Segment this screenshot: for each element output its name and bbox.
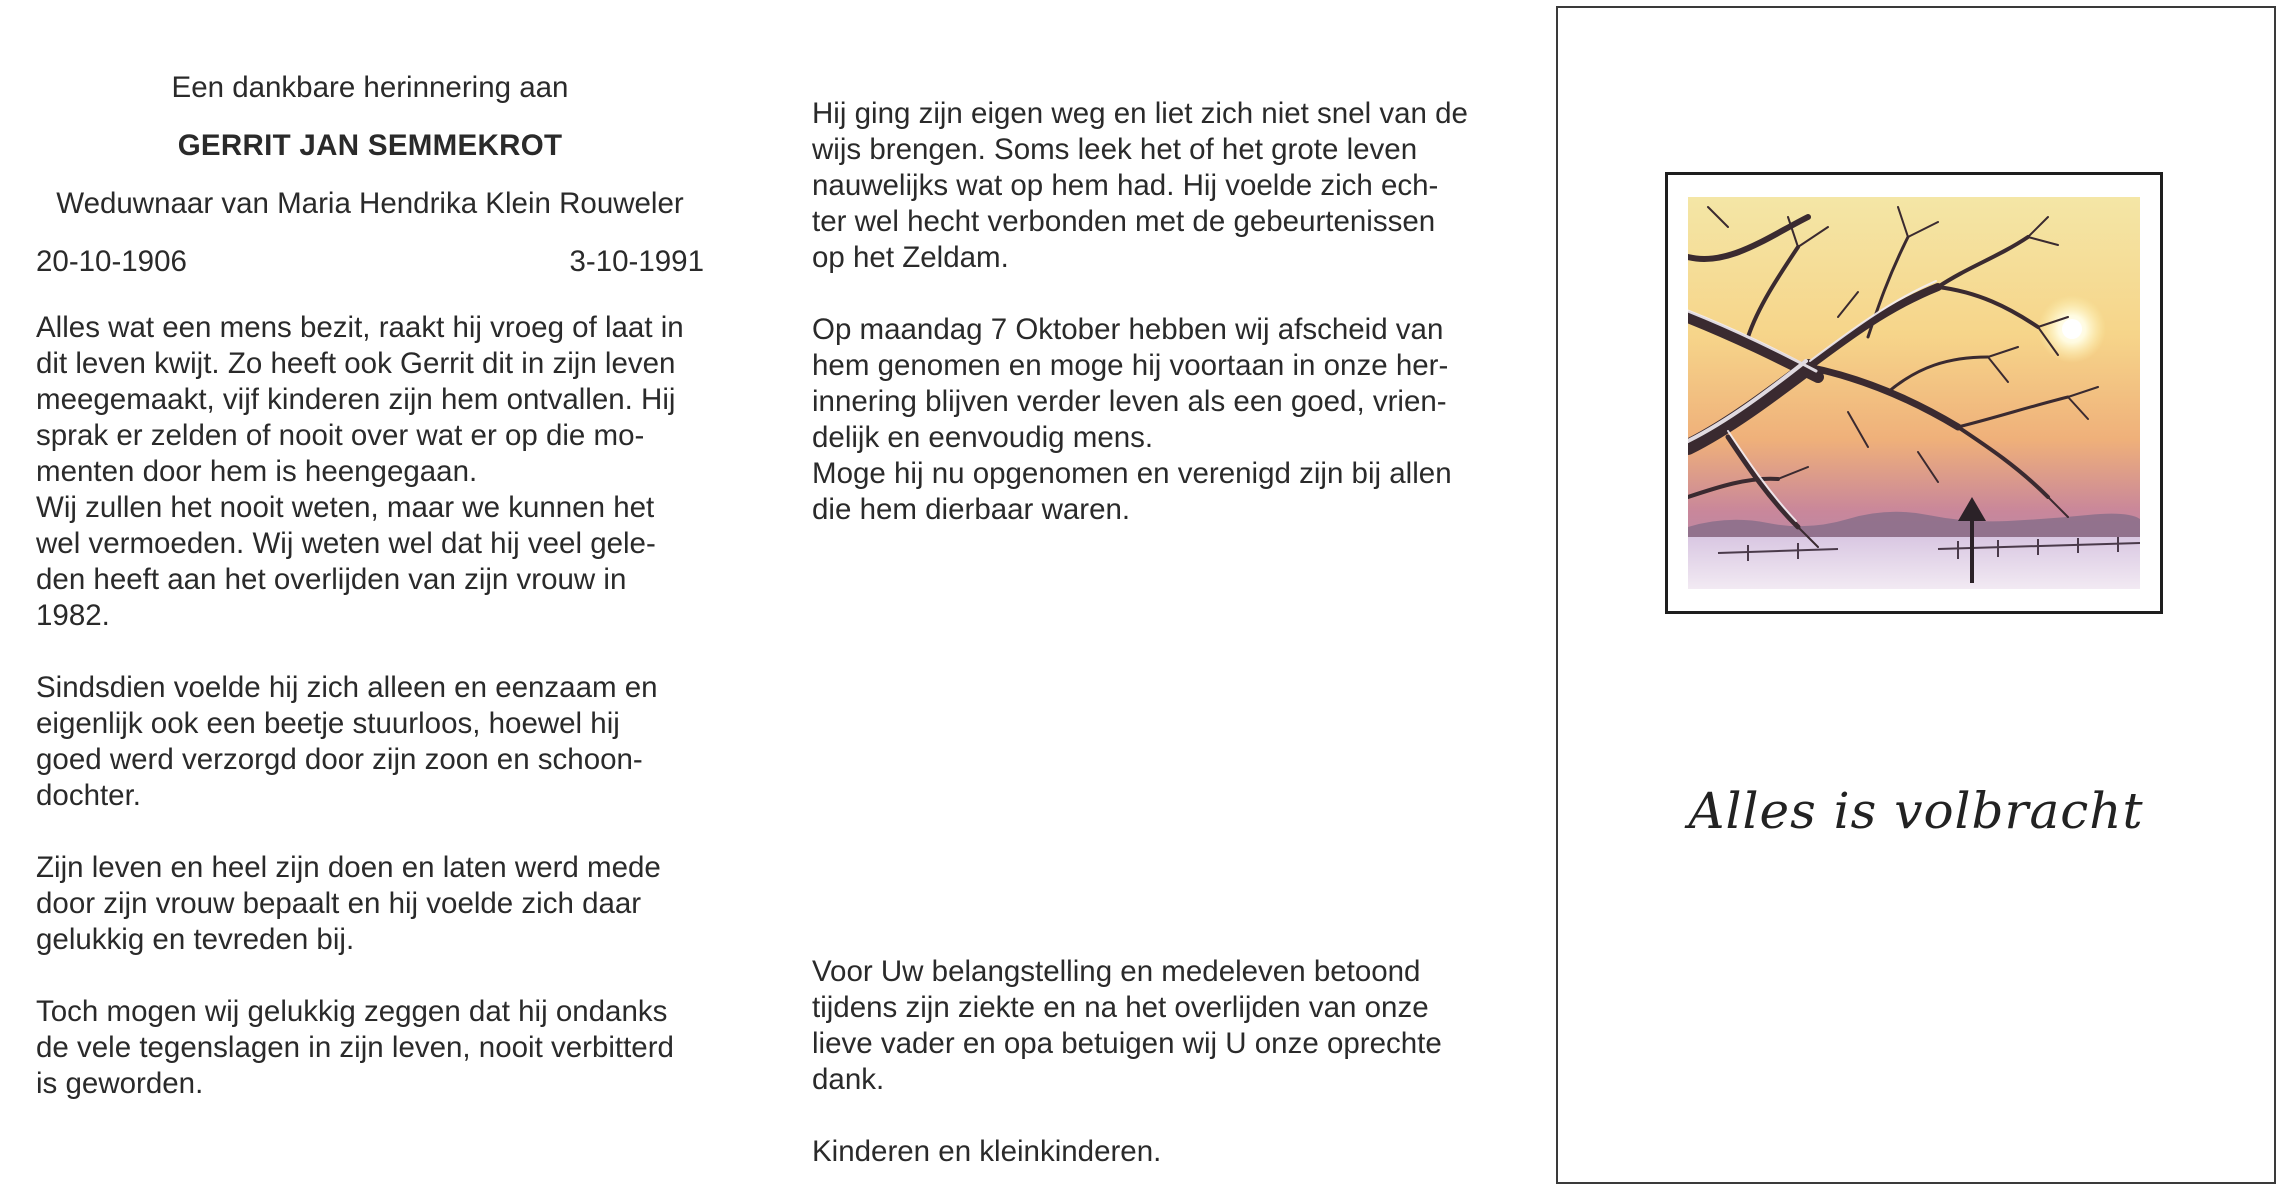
text-line: lieve vader en opa betuigen wij U onze oprechte: [812, 1027, 1442, 1060]
life-dates: [36, 244, 704, 280]
text-line: wijs brengen. Soms leek het of het grote leven: [812, 133, 1418, 166]
intro-line: Een dankbare herinnering aan: [171, 71, 569, 104]
text-line: goed werd verzorgd door zijn zoon en schoon-: [36, 743, 643, 776]
signature-line: Kinderen en kleinkinderen.: [812, 1135, 1162, 1168]
photo-frame: [1665, 172, 2163, 614]
left-panel: [36, 70, 704, 1102]
text-line: Toch mogen wij gelukkig zeggen dat hij ondanks: [36, 995, 668, 1028]
text-line: ter wel hecht verbonden met de gebeurtenissen: [812, 205, 1436, 238]
text-line: Zijn leven en heel zijn doen en laten werd mede: [36, 851, 661, 884]
middle-paragraph-1: [812, 96, 1488, 276]
text-line: hem genomen en moge hij voortaan in onze her-: [812, 349, 1449, 382]
text-line: die hem dierbaar waren.: [812, 493, 1131, 526]
birth-date: 20-10-1906: [36, 245, 187, 278]
text-line: Voor Uw belangstelling en medeleven betoond: [812, 955, 1421, 988]
card-motto: Alles is volbracht: [1688, 782, 2144, 840]
text-line: 1982.: [36, 599, 110, 632]
left-paragraph-4: [36, 994, 704, 1102]
text-line: delijk en eenvoudig mens.: [812, 421, 1154, 454]
closing-section: [812, 954, 1488, 1170]
text-line: dochter.: [36, 779, 141, 812]
text-line: Wij zullen het nooit weten, maar we kunnen het: [36, 491, 655, 524]
text-line: eigenlijk ook een beetje stuurloos, hoewel hij: [36, 707, 620, 740]
text-line: den heeft aan het overlijden van zijn vrouw in: [36, 563, 627, 596]
text-line: wel vermoeden. Wij weten wel dat hij veel gele-: [36, 527, 656, 560]
text-line: Moge hij nu opgenomen en verenigd zijn bij allen: [812, 457, 1452, 490]
text-line: Sindsdien voelde hij zich alleen en eenzaam en: [36, 671, 658, 704]
text-line: meegemaakt, vijf kinderen zijn hem ontvallen. Hij: [36, 383, 676, 416]
text-line: Alles wat een mens bezit, raakt hij vroeg of laat in: [36, 311, 684, 344]
middle-paragraph-2: [812, 312, 1488, 528]
winter-sunset-tree-photo: [1688, 197, 2140, 589]
deceased-name: GERRIT JAN SEMMEKROT: [177, 129, 563, 162]
text-line: gelukkig en tevreden bij.: [36, 923, 355, 956]
text-line: menten door hem is heengegaan.: [36, 455, 478, 488]
text-line: de vele tegenslagen in zijn leven, nooit verbitterd: [36, 1031, 674, 1064]
death-date: 3-10-1991: [569, 245, 704, 278]
text-line: nauwelijks wat op hem had. Hij voelde zich ech-: [812, 169, 1439, 202]
text-line: sprak er zelden of nooit over wat er op die mo-: [36, 419, 645, 452]
text-line: innering blijven verder leven als een goed, vrien-: [812, 385, 1447, 418]
left-paragraph-1: [36, 310, 704, 634]
middle-panel: [812, 96, 1488, 1176]
left-paragraph-3: [36, 850, 704, 958]
text-line: is geworden.: [36, 1067, 204, 1100]
widower-line: Weduwnaar van Maria Hendrika Klein Rouweler: [56, 187, 684, 220]
text-line: op het Zeldam.: [812, 241, 1009, 274]
thanks-paragraph: [812, 954, 1488, 1098]
memorial-card-front: [1556, 6, 2276, 1184]
text-line: dank.: [812, 1063, 885, 1096]
text-line: tijdens zijn ziekte en na het overlijden van onze: [812, 991, 1429, 1024]
text-line: Op maandag 7 Oktober hebben wij afscheid van: [812, 313, 1444, 346]
left-paragraph-2: [36, 670, 704, 814]
text-line: door zijn vrouw bepaalt en hij voelde zich daar: [36, 887, 642, 920]
text-line: Hij ging zijn eigen weg en liet zich niet snel van de: [812, 97, 1468, 130]
text-line: dit leven kwijt. Zo heeft ook Gerrit dit in zijn leven: [36, 347, 676, 380]
